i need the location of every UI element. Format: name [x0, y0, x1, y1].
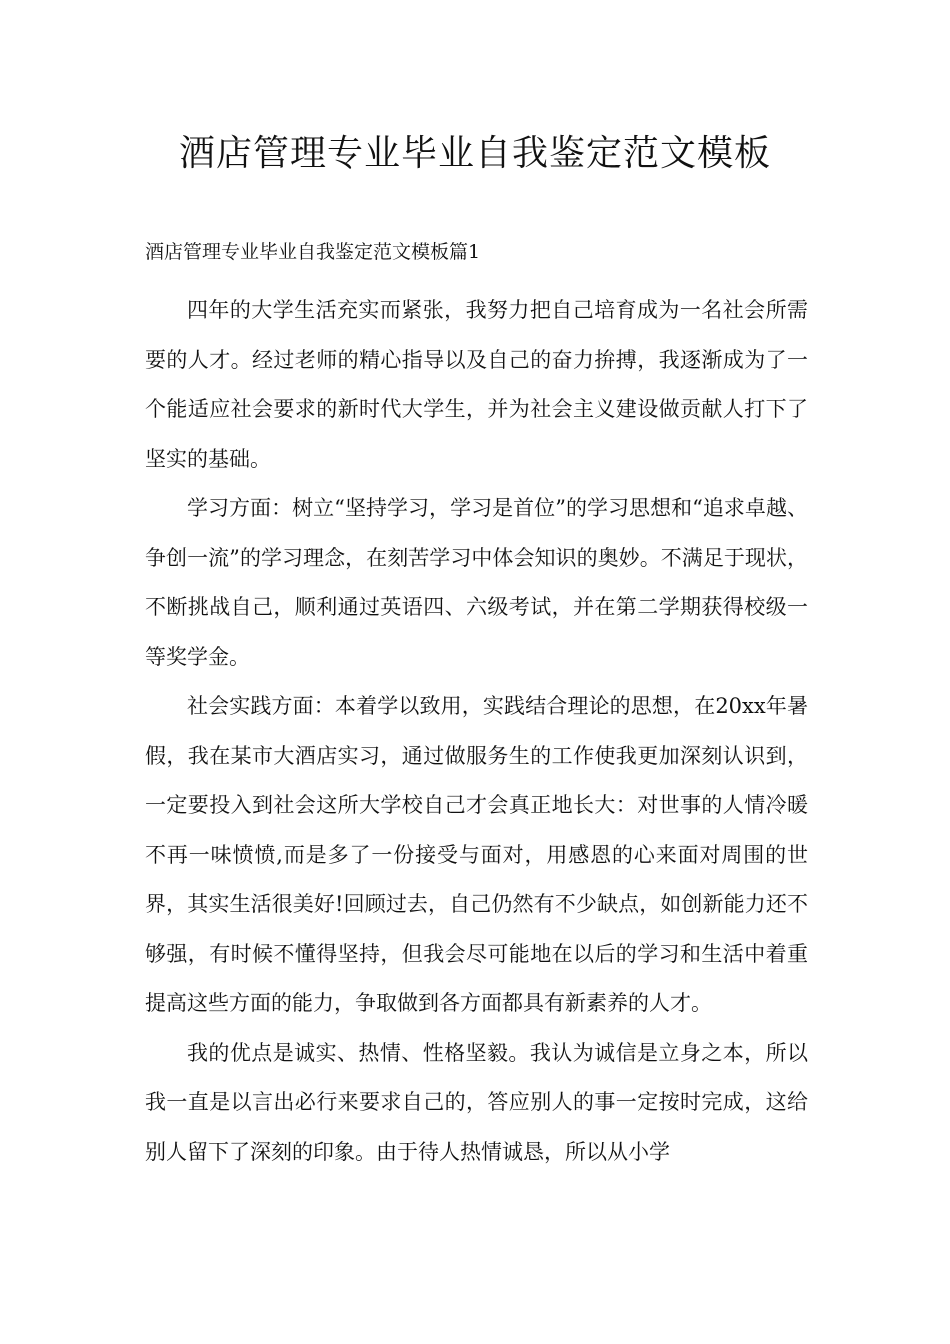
section-heading: 酒店管理专业毕业自我鉴定范文模板篇1: [145, 241, 481, 263]
paragraph-strengths: 我的优点是诚实、热情、性格坚毅。我认为诚信是立身之本，所以我一直是以言出必行来要求自己的，答应别人的事一定按时完成，这给别人留下了深刻的印象。由于待人热情诚恳，所以从小学: [145, 1040, 808, 1164]
document-title: 酒店管理专业毕业自我鉴定范文模板: [178, 133, 771, 174]
paragraph-intro: 四年的大学生活充实而紧张，我努力把自己培育成为一名社会所需要的人才。经过老师的精心指导以及自己的奋力拚搏，我逐渐成为了一个能适应社会要求的新时代大学生，并为社会主义建设做贡献人打下了坚实的基础。: [145, 298, 808, 471]
paragraph-study: 学习方面：树立“坚持学习，学习是首位”的学习思想和“追求卓越、争创一流”的学习理念，在刻苦学习中体会知识的奥妙。不满足于现状，不断挑战自己，顺利通过英语四、六级考试，并在第二学期获得校级一等奖学金。: [145, 496, 808, 669]
paragraph-practice: 社会实践方面：本着学以致用，实践结合理论的思想，在20xx年暑假，我在某市大酒店实习，通过做服务生的工作使我更加深刻认识到，一定要投入到社会这所大学校自己才会真正地长大：对世事的人情冷暖不再一味愤愤,而是多了一份接受与面对，用感恩的心来面对周围的世界，其实生活很美好!回顾过去，自己仍然有不少缺点，如创新能力还不够强，有时候不懂得坚持，但我会尽可能地在以后的学习和生活中着重提高这些方面的能力，争取做到各方面都具有新素养的人才。: [145, 694, 808, 1015]
document-body: [145, 286, 808, 1177]
